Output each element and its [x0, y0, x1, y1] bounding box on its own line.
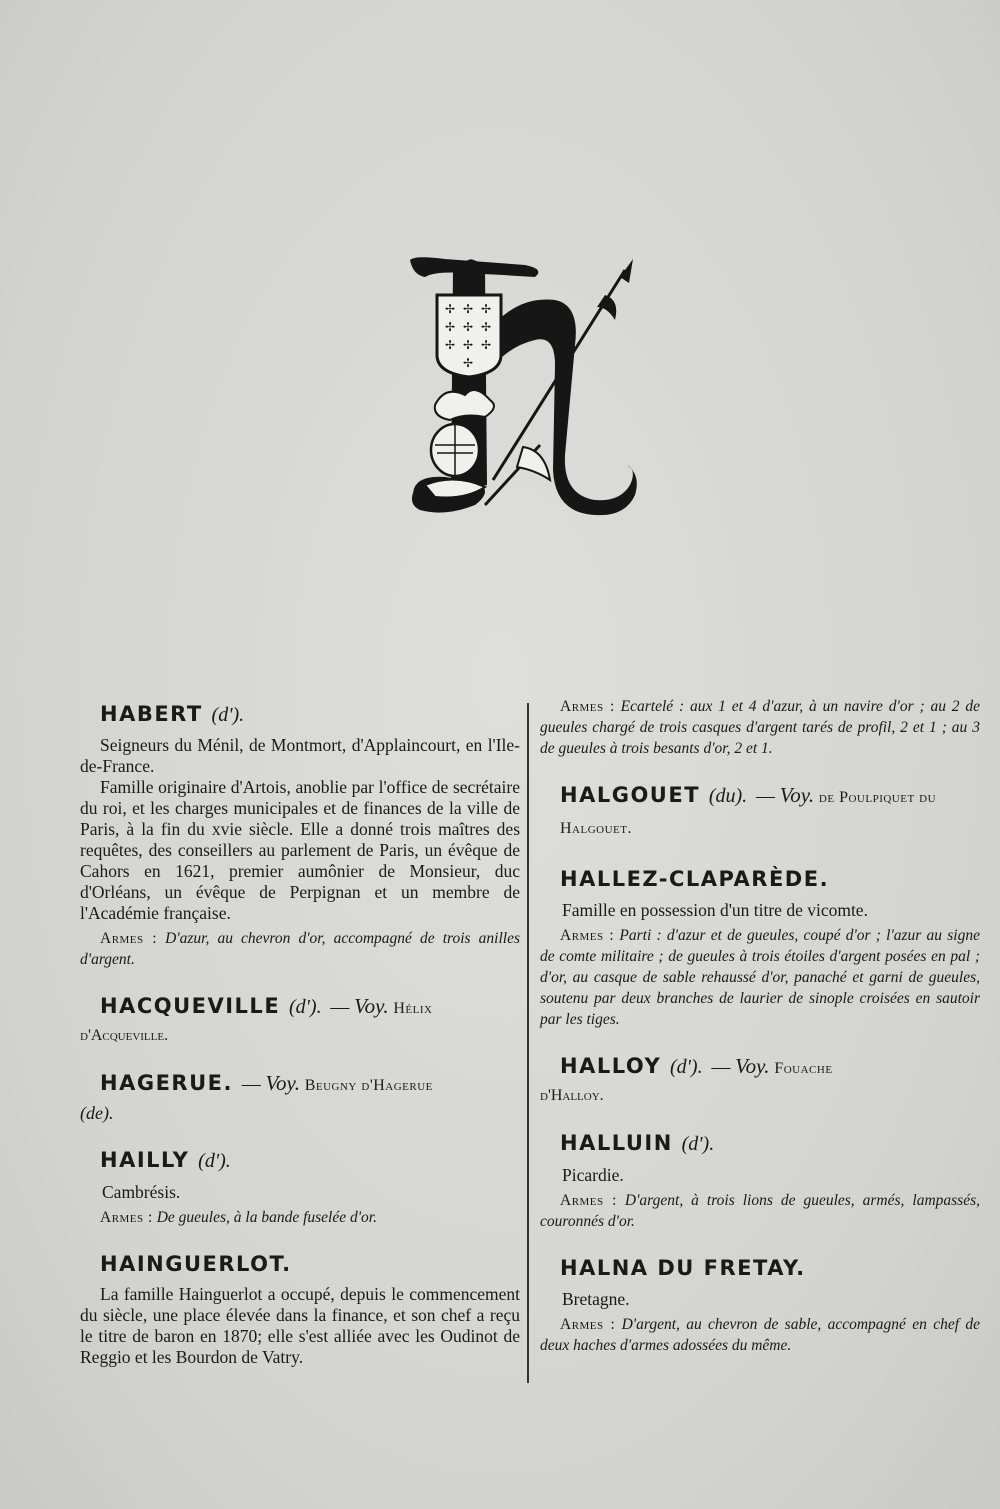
entry-name: HAILLY	[100, 1148, 190, 1172]
dash: —	[330, 997, 350, 1018]
reference-name: Beugny d'Hagerue	[304, 1077, 433, 1094]
entry-particle: (d').	[669, 1056, 703, 1078]
armes-label: Armes :	[100, 930, 158, 947]
armes-label: Armes :	[560, 927, 615, 944]
armes-blazon: Parti : d'azur et de gueules, coupé d'or ; l'azur au signe de comte militaire ; de gueules à trois étoiles d'argent posées en pal ; d'or, au casque de sable rehaussé d'or, panaché et garni de gueules, soutenu par deux branches de laurier de sinople croisées en sautoir par les tiges.	[540, 927, 980, 1028]
entry-name: HABERT	[100, 702, 203, 726]
dash: —	[241, 1074, 261, 1095]
entry-name: HACQUEVILLE	[100, 994, 281, 1018]
reference-name: Hélix	[393, 1000, 433, 1017]
dash: —	[755, 786, 775, 807]
entry-name: HALLUIN	[560, 1131, 673, 1155]
armes-label: Armes :	[560, 1316, 616, 1333]
armes-label: Armes :	[560, 1192, 617, 1209]
cross-reference	[711, 1054, 833, 1078]
voy-label: Voy.	[735, 1054, 770, 1078]
entry-armes	[540, 925, 980, 1030]
entry-particle: (d').	[681, 1133, 715, 1155]
voy-label: Voy.	[265, 1071, 300, 1095]
cross-reference	[330, 994, 433, 1018]
entry-region: Cambrésis.	[102, 1182, 181, 1202]
entry-heading	[560, 781, 980, 843]
armes-blazon: D'argent, à trois lions de gueules, armés, lampassés, couronnés d'or.	[540, 1192, 980, 1230]
voy-label: Voy.	[779, 783, 815, 807]
entry-hailly	[80, 1146, 520, 1228]
entry-heading	[560, 1052, 980, 1083]
armes-blazon: D'argent, au chevron de sable, accompagné en chef de deux haches d'armes adossées du même.	[540, 1316, 980, 1354]
entry-hacqueville	[80, 992, 520, 1047]
reference-name: Fouache	[774, 1060, 833, 1077]
entry-heading	[560, 1254, 980, 1282]
entry-name: HAGERUE.	[100, 1071, 233, 1095]
svg-text:✢: ✢	[481, 338, 492, 352]
entry-habert	[80, 700, 520, 970]
entry-halloy	[540, 1052, 980, 1107]
entry-heading	[100, 1250, 520, 1278]
column-divider	[527, 703, 529, 1383]
entry-hagerue	[80, 1069, 520, 1124]
entry-name: HALNA DU FRETAY.	[560, 1256, 806, 1280]
svg-text:✢: ✢	[481, 302, 492, 316]
entry-armes	[540, 1190, 980, 1232]
reference-continuation: (de).	[80, 1103, 114, 1123]
svg-text:✢: ✢	[463, 320, 474, 334]
entry-name: HALLOY	[560, 1054, 662, 1078]
decorative-initial-h	[405, 255, 645, 520]
svg-text:✢: ✢	[463, 356, 474, 370]
voy-label: Voy.	[354, 994, 389, 1018]
armes-blazon: D'azur, au chevron d'or, accompagné de trois anilles d'argent.	[80, 930, 520, 968]
entry-particle: (du).	[708, 785, 748, 807]
entry-name: HAINGUERLOT.	[100, 1252, 292, 1276]
svg-text:✢: ✢	[463, 338, 474, 352]
entry-halgouet	[540, 781, 980, 843]
entry-paragraph: Seigneurs du Ménil, de Montmort, d'Applaincourt, en l'Ile-de-France.	[80, 735, 520, 776]
svg-text:✢: ✢	[481, 320, 492, 334]
dash: —	[711, 1057, 731, 1078]
svg-text:✢: ✢	[445, 320, 456, 334]
entry-region: Bretagne.	[562, 1289, 630, 1309]
entry-particle: (d').	[198, 1150, 231, 1172]
entry-armes	[80, 1207, 520, 1228]
armes-label: Armes :	[560, 698, 615, 715]
cross-reference	[241, 1071, 433, 1095]
entry-armes	[540, 696, 980, 759]
armes-label: Armes :	[100, 1209, 153, 1226]
entry-description: Famille en possession d'un titre de vicomte.	[562, 900, 868, 920]
entry-particle: (d').	[288, 996, 322, 1018]
armes-blazon: Ecartelé : aux 1 et 4 d'azur, à un navire d'or ; au 2 de gueules chargé de trois casques d'argent tarés de profil, 2 et 1 ; au 3 de gueules à trois besants d'or, 2 et 1.	[540, 698, 980, 757]
entry-heading	[100, 992, 520, 1023]
entry-hallez-claparede	[540, 865, 980, 1030]
entry-halluin	[540, 1129, 980, 1232]
entry-armes	[80, 928, 520, 970]
svg-text:✢: ✢	[463, 302, 474, 316]
reference-continuation: d'Acqueville.	[80, 1027, 169, 1044]
entry-hainguerlot	[80, 1250, 520, 1368]
entry-particle: (d').	[211, 704, 245, 726]
entry-continued-armes	[540, 696, 980, 759]
entry-paragraph: Famille originaire d'Artois, anoblie par l'office de secrétaire du roi, et les charges municipales et de finances de la ville de Paris, à la fin du xvie siècle. Elle a donné trois maîtres des requêtes, des conseillers au parlement de Paris, un évêque de Cahors en 1621, premier aumônier de Monsieur, duc d'Orléans, un évêque de Perpignan et un membre de l'Académie française.	[80, 777, 520, 923]
left-column	[80, 700, 520, 1390]
entry-name: HALLEZ-CLAPARÈDE.	[560, 867, 830, 891]
svg-text:✢: ✢	[445, 302, 456, 316]
reference-name: de Poulpiquet du Halgouet.	[560, 789, 937, 837]
entry-halna-du-fretay	[540, 1254, 980, 1356]
reference-continuation: d'Halloy.	[540, 1087, 604, 1104]
entry-heading	[100, 1069, 520, 1100]
entry-region: Picardie.	[562, 1165, 624, 1185]
svg-text:✢: ✢	[445, 338, 456, 352]
armes-blazon: De gueules, à la bande fuselée d'or.	[156, 1209, 377, 1226]
right-column	[540, 700, 980, 1378]
entry-paragraph: La famille Hainguerlot a occupé, depuis le commencement du siècle, une place élevée dans la finance, et son chef a reçu le titre de baron en 1870; elle s'est alliée avec les Oudinot de Reggio et les Bourdon de Vatry.	[80, 1284, 520, 1367]
entry-heading	[100, 1146, 520, 1175]
entry-name: HALGOUET	[560, 783, 701, 807]
entry-heading	[560, 865, 980, 893]
entry-armes	[540, 1314, 980, 1356]
entry-heading	[100, 700, 520, 729]
entry-heading	[560, 1129, 980, 1158]
